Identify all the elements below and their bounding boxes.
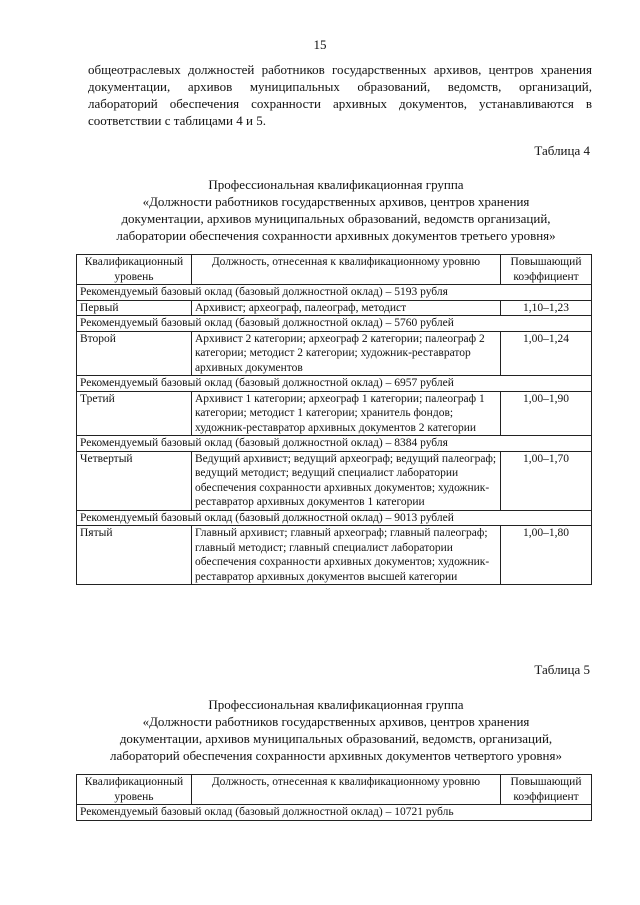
header-level: Квалификационный уровень	[77, 255, 192, 285]
header-coef: Повышающий коэффициент	[501, 255, 592, 285]
salary-cell: Рекомендуемый базовый оклад (базовый должностной оклад) – 9013 рублей	[77, 510, 592, 526]
salary-cell: Рекомендуемый базовый оклад (базовый должностной оклад) – 5193 рубля	[77, 285, 592, 301]
coef-cell: 1,00–1,24	[501, 331, 592, 376]
table4	[76, 254, 592, 585]
table-row	[77, 300, 592, 316]
header-level: Квалификационный уровень	[77, 775, 192, 805]
table4-heading-line: «Должности работников государственных архивов, центров хранения	[142, 194, 530, 209]
position-cell: Архивист; археограф, палеограф, методист	[191, 300, 500, 316]
table-row	[77, 331, 592, 376]
coef-cell: 1,00–1,80	[501, 526, 592, 585]
table5-heading-line: Профессиональная квалификационная группа	[208, 697, 464, 712]
table5-label: Таблица 5	[534, 662, 590, 677]
table5	[76, 774, 592, 821]
coef-cell: 1,00–1,70	[501, 451, 592, 510]
page-number: 15	[313, 37, 327, 52]
position-cell: Архивист 1 категории; археограф 1 категории; палеограф 1 категории; методист 1 категории; хранитель фондов; художник-реставратор архивных документов 2 категории	[191, 391, 500, 436]
salary-row	[77, 316, 592, 332]
position-cell: Архивист 2 категории; археограф 2 категории; палеограф 2 категории; методист 2 категории; художник-реставратор архивных документов	[191, 331, 500, 376]
salary-row	[77, 285, 592, 301]
salary-cell: Рекомендуемый базовый оклад (базовый должностной оклад) – 6957 рублей	[77, 376, 592, 392]
table5-header-row	[77, 775, 592, 805]
table4-heading	[60, 176, 612, 244]
table5-heading	[60, 696, 612, 764]
salary-row	[77, 510, 592, 526]
salary-row	[77, 376, 592, 392]
level-cell: Четвертый	[77, 451, 192, 510]
table4-label: Таблица 4	[534, 143, 590, 158]
table4-header-row	[77, 255, 592, 285]
table-row	[77, 451, 592, 510]
salary-cell: Рекомендуемый базовый оклад (базовый должностной оклад) – 8384 рубля	[77, 436, 592, 452]
table5-heading-line: «Должности работников государственных архивов, центров хранения	[142, 714, 530, 729]
table4-heading-line: Профессиональная квалификационная группа	[208, 177, 464, 192]
header-position: Должность, отнесенная к квалификационному уровню	[191, 255, 500, 285]
table4-heading-line: лаборатории обеспечения сохранности архивных документов третьего уровня»	[116, 228, 556, 243]
coef-cell: 1,10–1,23	[501, 300, 592, 316]
level-cell: Пятый	[77, 526, 192, 585]
coef-cell: 1,00–1,90	[501, 391, 592, 436]
intro-paragraph: общеотраслевых должностей работников государственных архивов, центров хранения документации, архивов муниципальных образований, ведомств, организаций, лабораторий обеспечения сохранности архивных документов, устанавливаются в соответствии с таблицами 4 и 5.	[88, 62, 592, 128]
salary-cell: Рекомендуемый базовый оклад (базовый должностной оклад) – 10721 рубль	[77, 805, 592, 821]
table4-heading-line: документации, архивов муниципальных образований, ведомств организаций,	[121, 211, 551, 226]
table-row	[77, 391, 592, 436]
header-position: Должность, отнесенная к квалификационному уровню	[191, 775, 500, 805]
position-cell: Главный архивист; главный археограф; главный палеограф; главный методист; главный специалист лаборатории обеспечения сохранности архивных документов; художник-реставратор архивных документов высшей категории	[191, 526, 500, 585]
table5-heading-line: лабораторий обеспечения сохранности архивных документов четвертого уровня»	[110, 748, 562, 763]
level-cell: Третий	[77, 391, 192, 436]
salary-cell: Рекомендуемый базовый оклад (базовый должностной оклад) – 5760 рублей	[77, 316, 592, 332]
salary-row	[77, 805, 592, 821]
position-cell: Ведущий архивист; ведущий археограф; ведущий палеограф; ведущий методист; ведущий специалист лаборатории обеспечения сохранности архивных документов; художник-реставратор архивных документов 1 категории	[191, 451, 500, 510]
table5-heading-line: документации, архивов муниципальных образований, ведомств, организаций,	[119, 731, 553, 746]
salary-row	[77, 436, 592, 452]
level-cell: Первый	[77, 300, 192, 316]
header-coef: Повышающий коэффициент	[501, 775, 592, 805]
level-cell: Второй	[77, 331, 192, 376]
table-row	[77, 526, 592, 585]
